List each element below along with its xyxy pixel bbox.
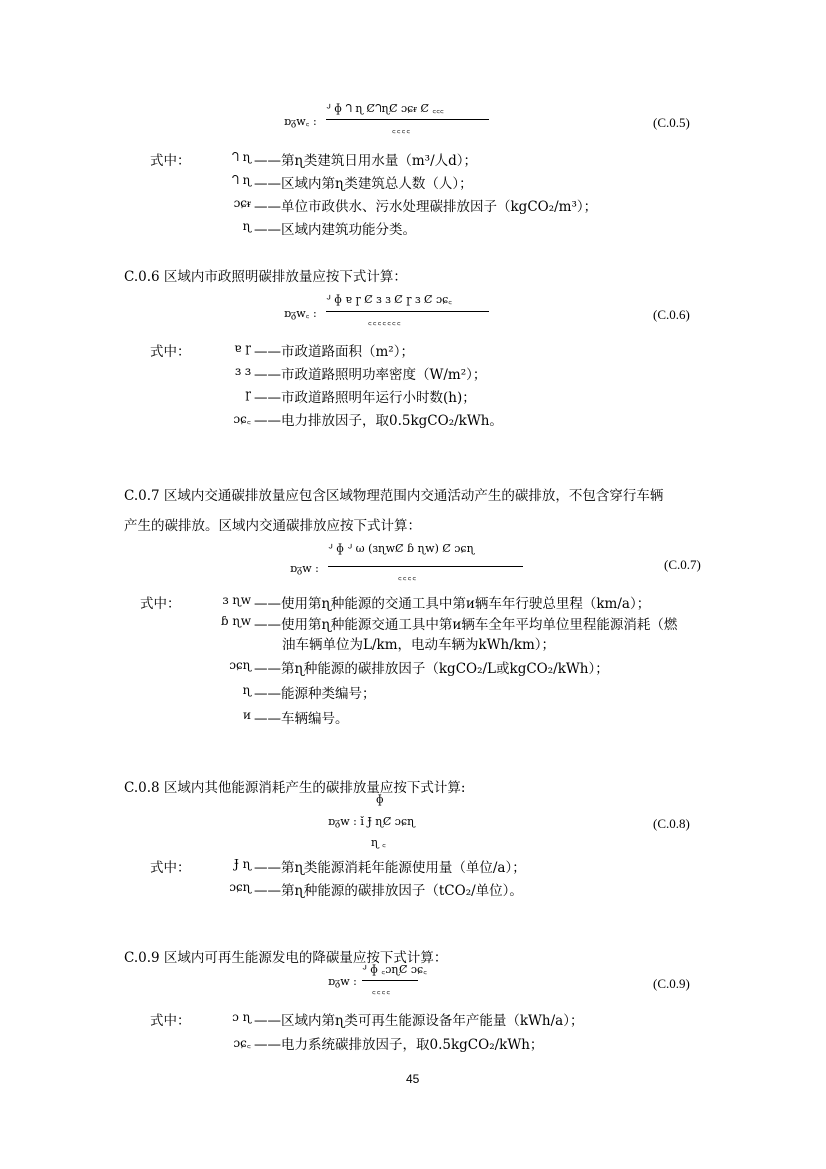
definition-c05-1: ——第ɳ类建筑日用水量（m³/人d）； (254, 153, 478, 169)
formula-c06-fraction-bar (326, 311, 489, 312)
definition-c05-2: ——区域内第ɳ类建筑总人数（人）； (254, 176, 473, 192)
where-label-c09: 式中： (150, 1013, 191, 1029)
symbol-c09-1: ɔ ɳ (232, 1010, 251, 1024)
formula-c07-lhs: ɒᵹᴡ : (290, 562, 319, 575)
where-label-c06: 式中： (150, 344, 191, 360)
definition-c09-1: ——区域内第ɳ类可再生能源设备年产能量（kWh/a）； (254, 1013, 584, 1029)
symbol-c09-2: ɔɕ꜀ (233, 1036, 251, 1050)
formula-c05-fraction-bar (326, 119, 489, 120)
formula-c07-numerator: ᒢ ɸ ᒢ ω (ɜɳᴡȻ ɓ ɳᴡ) Ȼ ɔɕɳ (328, 542, 475, 555)
formula-c08-expression: ɒᵹᴡ : ǐ Ɉ ɳȻ ɔɕɳ (328, 815, 415, 828)
symbol-c05-1: ᘃ ɳ (231, 150, 251, 164)
formula-c06-lhs: ɒᵹᴡ꜀ : (284, 307, 317, 320)
section-heading-c07-line2: 产生的碳排放。区域内交通碳排放应按下式计算： (124, 518, 421, 534)
definition-c06-3: ——市政道路照明年运行小时数(h)； (254, 390, 476, 406)
symbol-c08-1: Ɉ ɳ (234, 857, 251, 871)
equation-number-c09: (C.0.9) (653, 976, 690, 991)
formula-c09-lhs: ɒᵹᴡ : (328, 975, 357, 988)
definition-c08-2: ——第ɳ种能源的碳排放因子（tCO₂/单位）。 (254, 883, 523, 899)
section-heading-c06: C.0.6 区域内市政照明碳排放量应按下式计算： (124, 269, 407, 285)
definition-c06-4: ——电力排放因子，取0.5kgCO₂/kWh。 (254, 413, 503, 429)
definition-c07-5: ——车辆编号。 (254, 711, 349, 727)
symbol-c07-2: ɓ ɳᴡ (220, 614, 251, 628)
symbol-c05-2: ᘃ ɳ (231, 173, 251, 187)
symbol-c07-4: ɳ (242, 683, 251, 697)
equation-number-c05: (C.0.5) (653, 115, 690, 130)
section-heading-c08: C.0.8 区域内其他能源消耗产生的碳排放量应按下式计算: (124, 780, 466, 796)
definition-c07-2: ——使用第ɳ种能源交通工具中第ᴎ辆车全年平均单位里程能源消耗（燃 (254, 617, 678, 633)
formula-c06-denominator: ꜀꜀꜀꜀꜀꜀꜀ (368, 314, 402, 327)
formula-c07-fraction-bar (328, 566, 523, 567)
section-heading-c07-line1: C.0.7 区域内交通碳排放量应包含区域物理范围内交通活动产生的碳排放，不包含穿行车辆 (124, 488, 664, 504)
formula-c05-numerator: ᒢ ɸ ᘃ ɳ ȻᘃɳȻ ɔɕᵲ Ȼ ꜀꜀꜀ (326, 102, 444, 115)
equation-number-c08: (C.0.8) (653, 816, 690, 831)
symbol-c05-3: ɔɕᵲ (233, 196, 251, 210)
symbol-c06-2: ɜ ɜ (234, 364, 251, 378)
definition-c05-4: ——区域内建筑功能分类。 (254, 222, 416, 238)
formula-c08-sum-top: ɸ (376, 793, 384, 806)
symbol-c08-2: ɔɕɳ (229, 880, 251, 894)
definition-c07-4: ——能源种类编号； (254, 686, 376, 702)
definition-c07-2-continued: 油车辆单位为L/km，电动车辆为kWh/km）； (282, 637, 556, 653)
formula-c07-denominator: ꜀꜀꜀꜀ (398, 569, 418, 582)
formula-c06-numerator: ᒢ ɸ ɐ ɼ Ȼ ɜ ɜ Ȼ ɼ ɜ Ȼ ɔɕ꜀ (326, 293, 453, 306)
equation-number-c07: (C.0.7) (664, 557, 701, 572)
symbol-c07-3: ɔɕɳ (229, 658, 251, 672)
symbol-c06-3: ɼ (245, 387, 251, 401)
formula-c09-denominator: ꜀꜀꜀꜀ (372, 983, 392, 996)
definition-c09-2: ——电力系统碳排放因子，取0.5kgCO₂/kWh； (254, 1037, 544, 1053)
where-label-c07: 式中： (140, 596, 181, 612)
definition-c05-3: ——单位市政供水、污水处理碳排放因子（kgCO₂/m³）； (254, 199, 598, 215)
formula-c09-numerator: ᒢ ɸ ꜀ɔɳȻ ɔɕ꜀ (362, 963, 428, 976)
symbol-c07-5: ᴎ (243, 708, 251, 722)
definition-c06-2: ——市政道路照明功率密度（W/m²）； (254, 367, 487, 383)
definition-c06-1: ——市政道路面积（m²）； (254, 344, 414, 360)
formula-c05-lhs: ɒᵹᴡ꜀ : (284, 115, 317, 128)
page-number: 45 (406, 1072, 420, 1086)
section-heading-c09: C.0.9 区域内可再生能源发电的降碳量应按下式计算： (124, 950, 448, 966)
symbol-c05-4: ɳ (242, 219, 251, 233)
where-label-c08: 式中： (150, 860, 191, 876)
symbol-c07-1: ɜ ɳᴡ (222, 593, 251, 607)
symbol-c06-4: ɔɕ꜀ (233, 412, 251, 426)
definition-c07-1: ——使用第ɳ种能源的交通工具中第ᴎ辆车年行驶总里程（km/a）； (254, 596, 651, 612)
formula-c05-denominator: ꜀꜀꜀꜀ (392, 122, 412, 135)
definition-c07-3: ——第ɳ种能源的碳排放因子（kgCO₂/L或kgCO₂/kWh）； (254, 661, 609, 677)
symbol-c06-1: ɐ ɼ (234, 341, 251, 355)
where-label-c05: 式中： (150, 153, 191, 169)
equation-number-c06: (C.0.6) (653, 307, 690, 322)
definition-c08-1: ——第ɳ类能源消耗年能源使用量（单位/a）； (254, 860, 526, 876)
formula-c08-sum-bottom: ɳ ꜀ (371, 836, 386, 849)
formula-c09-fraction-bar (362, 980, 418, 981)
